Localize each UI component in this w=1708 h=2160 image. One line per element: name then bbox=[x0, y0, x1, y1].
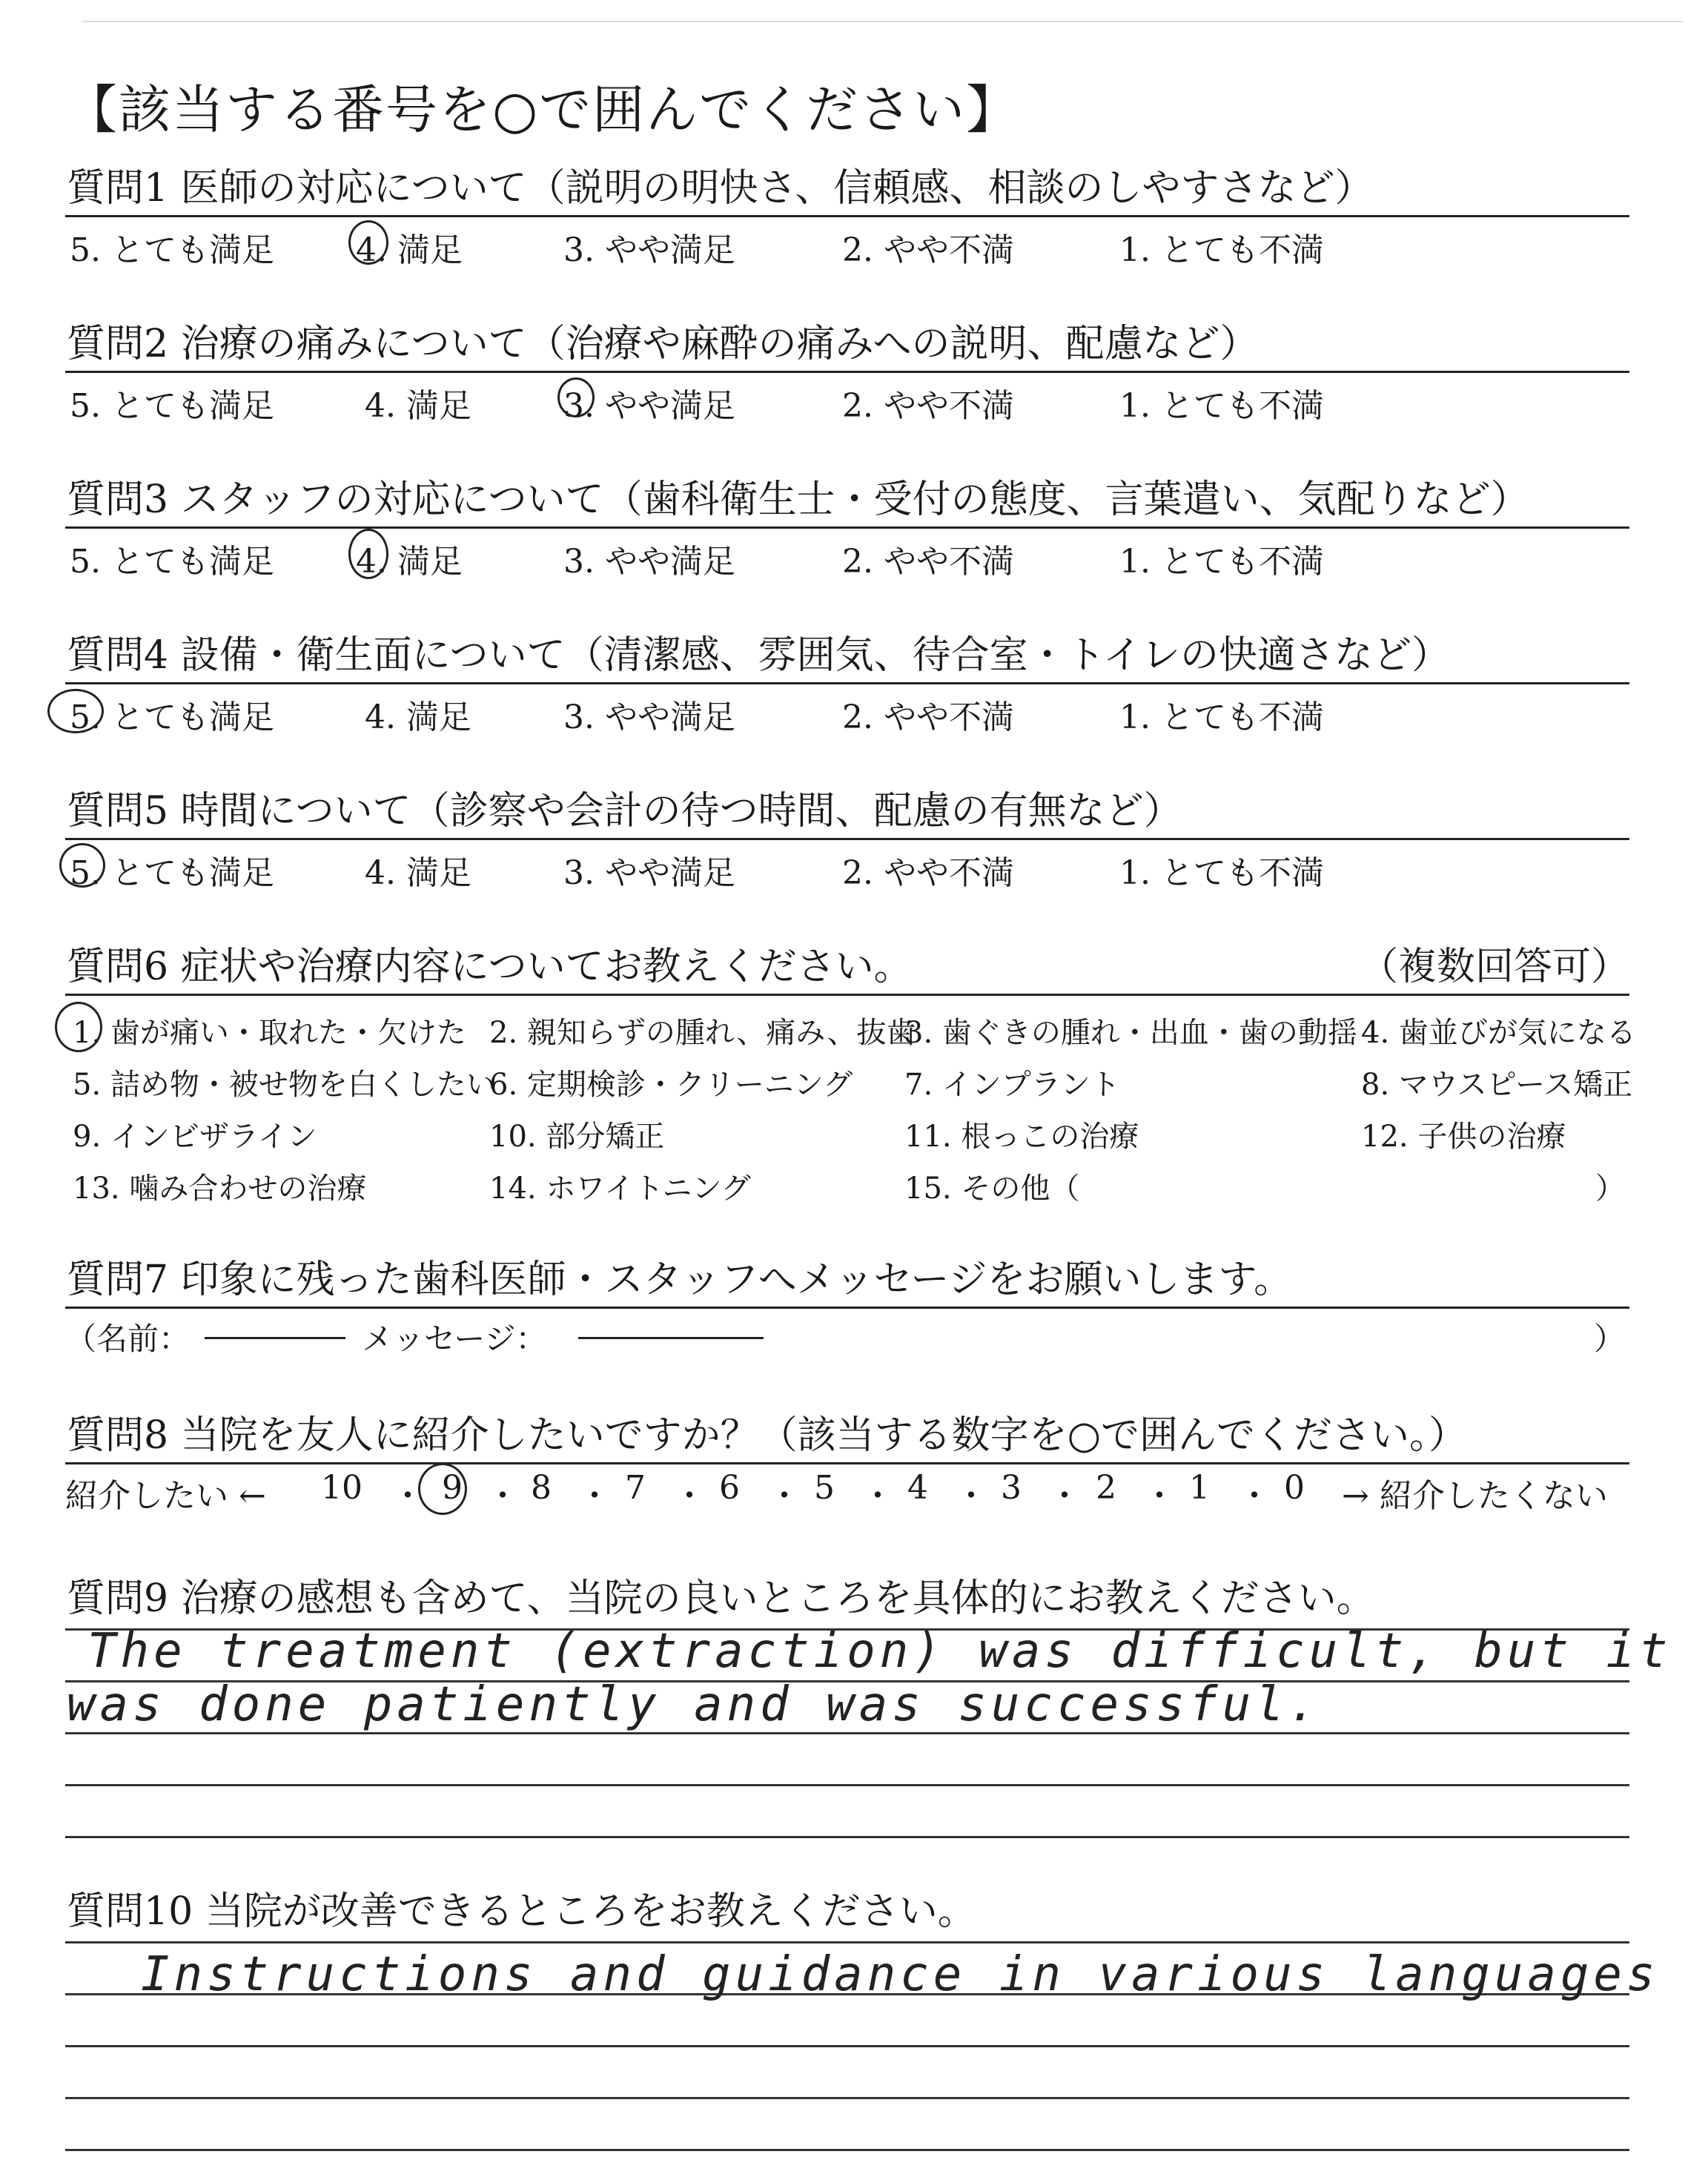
q10-writing-line-4 bbox=[65, 2097, 1629, 2099]
q1-option-3[interactable]: 3. やや満足 bbox=[563, 231, 735, 269]
scale-sep: ・ bbox=[1143, 1477, 1176, 1515]
q9-writing-line-3 bbox=[65, 1732, 1629, 1734]
q9-handwritten-line-2: was done patiently and was successful. bbox=[67, 1677, 1322, 1732]
scale-0[interactable]: 0 bbox=[1284, 1469, 1305, 1507]
question-10 bbox=[65, 1885, 1629, 1938]
q6-other-close-paren: ） bbox=[1595, 1172, 1625, 1206]
scale-sep: ・ bbox=[1238, 1477, 1271, 1515]
q6-selection-circle bbox=[55, 1002, 102, 1052]
q10-handwritten-line-1: Instructions and guidance in various languages bbox=[141, 1947, 1660, 2002]
recommend-scale bbox=[65, 1464, 1629, 1516]
q6-item-12[interactable]: 12. 子供の治療 bbox=[1361, 1120, 1566, 1154]
question-1 bbox=[65, 162, 1629, 269]
scale-8[interactable]: 8 bbox=[531, 1469, 552, 1507]
question-5 bbox=[65, 785, 1629, 892]
q2-option-4[interactable]: 4. 満足 bbox=[365, 387, 471, 425]
q3-option-3[interactable]: 3. やや満足 bbox=[563, 543, 735, 581]
q4-option-2[interactable]: 2. やや不満 bbox=[842, 698, 1014, 736]
question-6-title bbox=[65, 940, 1629, 994]
question-1-title: 質問1 医師の対応について（説明の明快さ、信頼感、相談のしやすさなど） bbox=[67, 166, 1374, 211]
question-6-label: 質問6 症状や治療内容についてお教えください。 bbox=[67, 945, 913, 989]
q10-writing-line-5 bbox=[65, 2149, 1629, 2151]
q3-option-5[interactable]: 5. とても満足 bbox=[70, 543, 274, 581]
scale-5[interactable]: 5 bbox=[814, 1469, 835, 1507]
question-9-title: 質問9 治療の感想も含めて、当院の良いところを具体的にお教えください。 bbox=[67, 1576, 1375, 1621]
question-1-options bbox=[65, 217, 1629, 269]
q7-message-label: メッセージ： bbox=[362, 1321, 547, 1357]
q9-writing-line-4 bbox=[65, 1784, 1629, 1786]
q6-item-8[interactable]: 8. マウスピース矯正 bbox=[1361, 1068, 1633, 1102]
q4-option-3[interactable]: 3. やや満足 bbox=[563, 698, 735, 736]
q1-option-5[interactable]: 5. とても満足 bbox=[70, 231, 274, 269]
question-8 bbox=[65, 1409, 1629, 1516]
question-4-title: 質問4 設備・衛生面について（清潔感、雰囲気、待合室・トイレの快適さなど） bbox=[67, 633, 1450, 678]
question-7-title: 質問7 印象に残った歯科医師・スタッフへメッセージをお願いします。 bbox=[67, 1258, 1293, 1302]
question-3-title: 質問3 スタッフの対応について（歯科衛生士・受付の態度、言葉遣い、気配りなど） bbox=[67, 478, 1529, 522]
q2-option-2[interactable]: 2. やや不満 bbox=[842, 387, 1014, 425]
q6-item-1[interactable]: 1. 歯が痛い・取れた・欠けた bbox=[73, 1016, 466, 1050]
scale-sep: ・ bbox=[1048, 1477, 1081, 1515]
q5-selection-circle bbox=[59, 843, 105, 888]
q6-item-7[interactable]: 7. インプラント bbox=[904, 1068, 1120, 1102]
scale-sep: ・ bbox=[578, 1477, 611, 1515]
question-6-options bbox=[65, 996, 1636, 1211]
q6-item-6[interactable]: 6. 定期検診・クリーニング bbox=[489, 1068, 853, 1102]
scale-6[interactable]: 6 bbox=[719, 1469, 740, 1507]
question-10-title: 質問10 当院が改善できるところをお教えください。 bbox=[67, 1889, 976, 1934]
q3-option-1[interactable]: 1. とても不満 bbox=[1119, 543, 1324, 581]
q2-option-3[interactable]: 3. やや満足 bbox=[563, 387, 735, 425]
scale-2[interactable]: 2 bbox=[1096, 1469, 1116, 1507]
q1-option-2[interactable]: 2. やや不満 bbox=[842, 231, 1014, 269]
q7-name-scribble bbox=[205, 1337, 345, 1339]
scale-4[interactable]: 4 bbox=[907, 1469, 928, 1507]
q6-item-3[interactable]: 3. 歯ぐきの腫れ・出血・歯の動揺 bbox=[904, 1016, 1357, 1050]
q6-item-10[interactable]: 10. 部分矯正 bbox=[489, 1120, 665, 1154]
question-5-title: 質問5 時間について（診察や会計の待つ時間、配慮の有無など） bbox=[67, 789, 1182, 833]
scale-sep: ・ bbox=[768, 1477, 801, 1515]
q6-item-4[interactable]: 4. 歯並びが気になる bbox=[1361, 1016, 1636, 1050]
q1-option-4[interactable]: 4. 満足 bbox=[356, 231, 463, 269]
q10-writing-line-1 bbox=[65, 1941, 1629, 1943]
scale-right-label: → 紹介したくない bbox=[1342, 1477, 1608, 1515]
q4-option-1[interactable]: 1. とても不満 bbox=[1119, 698, 1324, 736]
question-3-options bbox=[65, 529, 1629, 581]
q3-option-2[interactable]: 2. やや不満 bbox=[842, 543, 1014, 581]
question-4 bbox=[65, 629, 1629, 736]
scale-left-label: 紹介したい ← bbox=[65, 1477, 266, 1515]
question-7 bbox=[65, 1253, 1629, 1357]
multiple-answers-note: （複数回答可） bbox=[1359, 945, 1629, 989]
scale-10[interactable]: 10 bbox=[321, 1469, 363, 1507]
question-2-title: 質問2 治療の痛みについて（治療や麻酔の痛みへの説明、配慮など） bbox=[67, 322, 1259, 366]
q5-option-3[interactable]: 3. やや満足 bbox=[563, 854, 735, 892]
scale-7[interactable]: 7 bbox=[625, 1469, 646, 1507]
q5-option-1[interactable]: 1. とても不満 bbox=[1119, 854, 1324, 892]
q6-item-9[interactable]: 9. インビザライン bbox=[73, 1120, 317, 1154]
q7-close-paren: ） bbox=[1593, 1321, 1625, 1357]
question-2 bbox=[65, 317, 1629, 425]
q2-option-5[interactable]: 5. とても満足 bbox=[70, 387, 274, 425]
q5-option-2[interactable]: 2. やや不満 bbox=[842, 854, 1014, 892]
top-edge-line bbox=[82, 21, 1683, 22]
question-5-options bbox=[65, 840, 1629, 892]
scale-sep: ・ bbox=[486, 1477, 519, 1515]
scale-3[interactable]: 3 bbox=[1001, 1469, 1022, 1507]
scale-sep: ・ bbox=[955, 1477, 987, 1515]
q7-message-scribble bbox=[578, 1337, 764, 1339]
q4-option-5[interactable]: 5. とても満足 bbox=[70, 698, 274, 736]
q6-item-11[interactable]: 11. 根っこの治療 bbox=[904, 1120, 1139, 1154]
question-8-title: 質問8 当院を友人に紹介したいですか？（該当する数字を○で囲んでください。） bbox=[67, 1413, 1467, 1458]
scale-1[interactable]: 1 bbox=[1189, 1469, 1210, 1507]
q2-selection-circle bbox=[557, 377, 595, 417]
question-2-options bbox=[65, 373, 1629, 425]
question-3 bbox=[65, 473, 1629, 581]
scale-sep: ・ bbox=[861, 1477, 894, 1515]
q6-item-15[interactable]: 15. その他（ bbox=[904, 1172, 1080, 1206]
q6-item-13[interactable]: 13. 噛み合わせの治療 bbox=[73, 1172, 367, 1206]
q9-writing-line-5 bbox=[65, 1836, 1629, 1838]
q1-selection-circle bbox=[348, 220, 388, 265]
q5-option-4[interactable]: 4. 満足 bbox=[365, 854, 471, 892]
q6-item-5[interactable]: 5. 詰め物・被せ物を白くしたい bbox=[73, 1068, 496, 1102]
form-instruction: 【該当する番号を○で囲んでください】 bbox=[65, 79, 1020, 140]
q6-item-2[interactable]: 2. 親知らずの腫れ、痛み、抜歯 bbox=[489, 1016, 916, 1050]
q5-option-5[interactable]: 5. とても満足 bbox=[70, 854, 274, 892]
question-9 bbox=[65, 1572, 1629, 1625]
q9-handwritten-line-1: The treatment (extraction) was difficult, but it bbox=[87, 1624, 1672, 1679]
q6-item-14[interactable]: 14. ホワイトニング bbox=[489, 1172, 751, 1206]
q4-selection-circle bbox=[47, 689, 104, 733]
question-7-response-row bbox=[65, 1309, 1629, 1357]
q1-option-1[interactable]: 1. とても不満 bbox=[1119, 231, 1324, 269]
question-4-options bbox=[65, 684, 1629, 736]
scale-sep: ・ bbox=[391, 1477, 424, 1515]
q7-name-label: （名前： bbox=[65, 1321, 191, 1357]
question-6 bbox=[65, 940, 1636, 1211]
q2-option-1[interactable]: 1. とても不満 bbox=[1119, 387, 1324, 425]
q10-writing-line-3 bbox=[65, 2045, 1629, 2047]
q8-selection-circle bbox=[418, 1463, 467, 1515]
q3-selection-circle bbox=[348, 529, 388, 579]
q3-option-4[interactable]: 4. 満足 bbox=[356, 543, 463, 581]
q4-option-4[interactable]: 4. 満足 bbox=[365, 698, 471, 736]
scale-sep: ・ bbox=[673, 1477, 706, 1515]
scale-9[interactable]: 9 bbox=[442, 1469, 463, 1507]
